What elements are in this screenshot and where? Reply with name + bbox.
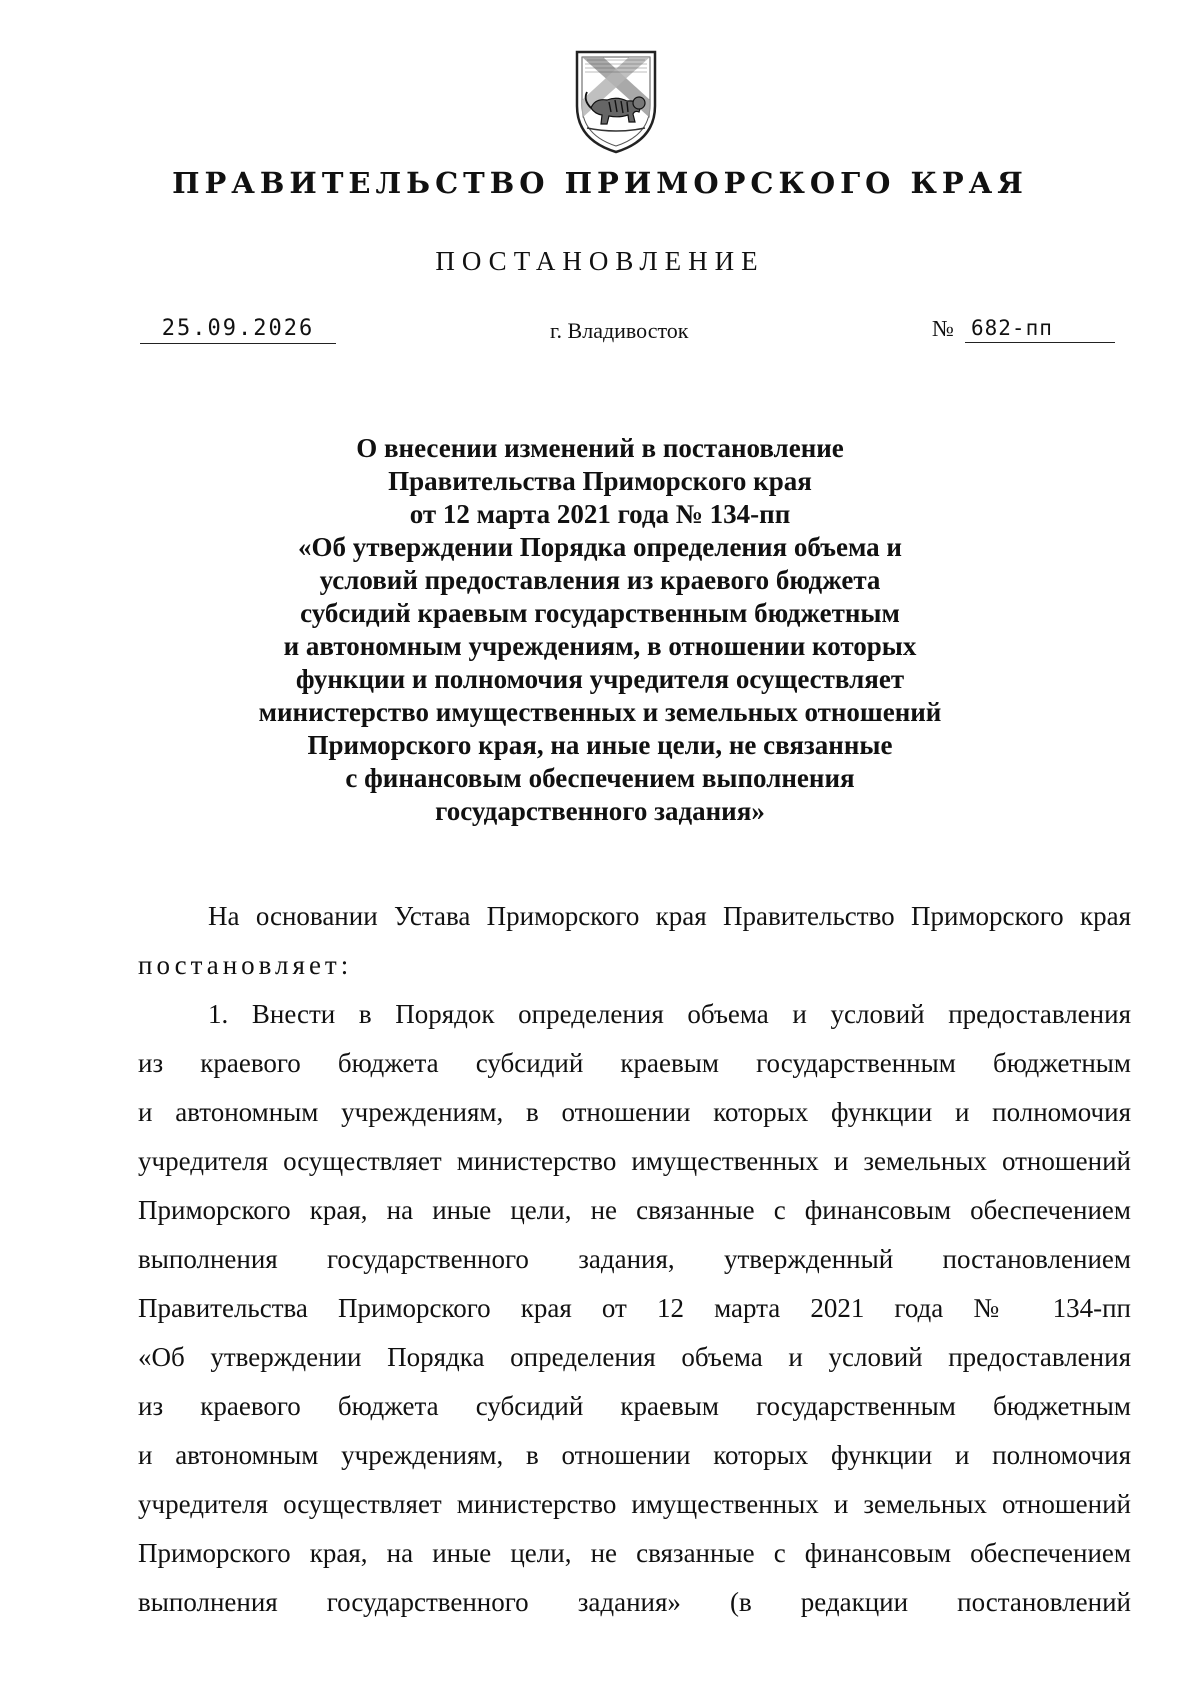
heading-line: с финансовым обеспечением выполнения [345,763,855,793]
body-line: из краевого бюджета субсидий краевым государственным бюджетным [138,1048,1131,1078]
body-line: из краевого бюджета субсидий краевым государственным бюджетным [138,1391,1131,1421]
heading-line: и автономным учреждениям, в отношении которых [283,631,917,661]
heading-line: О внесении изменений в постановление [356,433,844,463]
heading-line: государственного задания» [435,796,765,826]
heading-line: функции и полномочия учредителя осуществляет [295,664,905,694]
heading-line: Приморского края, на иные цели, не связанные [307,730,893,760]
body-line: На основании Устава Приморского края Правительство Приморского края [208,901,1131,931]
body-line: учредителя осуществляет министерство имущественных и земельных отношений [138,1146,1131,1176]
body-line: Правительства Приморского края от 12 марта 2021 года № 134-пп [138,1293,1131,1323]
heading-line: субсидий краевым государственным бюджетным [300,598,900,628]
document-place: г. Владивосток [550,318,689,343]
organization-title: ПРАВИТЕЛЬСТВО ПРИМОРСКОГО КРАЯ [172,166,1028,200]
heading-line: от 12 марта 2021 года № 134-пп [409,499,791,529]
coat-of-arms-icon [573,48,659,156]
body-line: выполнения государственного задания, утвержденный постановлением [138,1244,1131,1274]
heading-line: Правительства Приморского края [388,466,812,496]
document-number: 682-пп [965,316,1115,343]
document-type: ПОСТАНОВЛЕНИЕ [435,246,765,276]
document-heading [180,432,1020,828]
body-line-resolves: постановляет: [138,950,353,980]
body-line: учредителя осуществляет министерство имущественных и земельных отношений [138,1489,1131,1519]
heading-line: министерство имущественных и земельных отношений [258,697,942,727]
body-line: Приморского края, на иные цели, не связанные с финансовым обеспечением [138,1195,1131,1225]
body-line: и автономным учреждениям, в отношении которых функции и полномочия [138,1440,1131,1470]
heading-line: условий предоставления из краевого бюджета [319,565,881,595]
body-line: выполнения государственного задания» (в редакции постановлений [138,1587,1131,1617]
number-label: № [932,316,954,341]
body-line: и автономным учреждениям, в отношении которых функции и полномочия [138,1097,1131,1127]
body-line: Приморского края, на иные цели, не связанные с финансовым обеспечением [138,1538,1131,1568]
document-date: 25.09.2026 [140,316,336,344]
heading-line: «Об утверждении Порядка определения объема и [298,532,902,562]
document-body [138,892,1131,1627]
body-line: 1. Внести в Порядок определения объема и условий предоставления [208,999,1131,1029]
body-line: «Об утверждении Порядка определения объема и условий предоставления [138,1342,1131,1372]
